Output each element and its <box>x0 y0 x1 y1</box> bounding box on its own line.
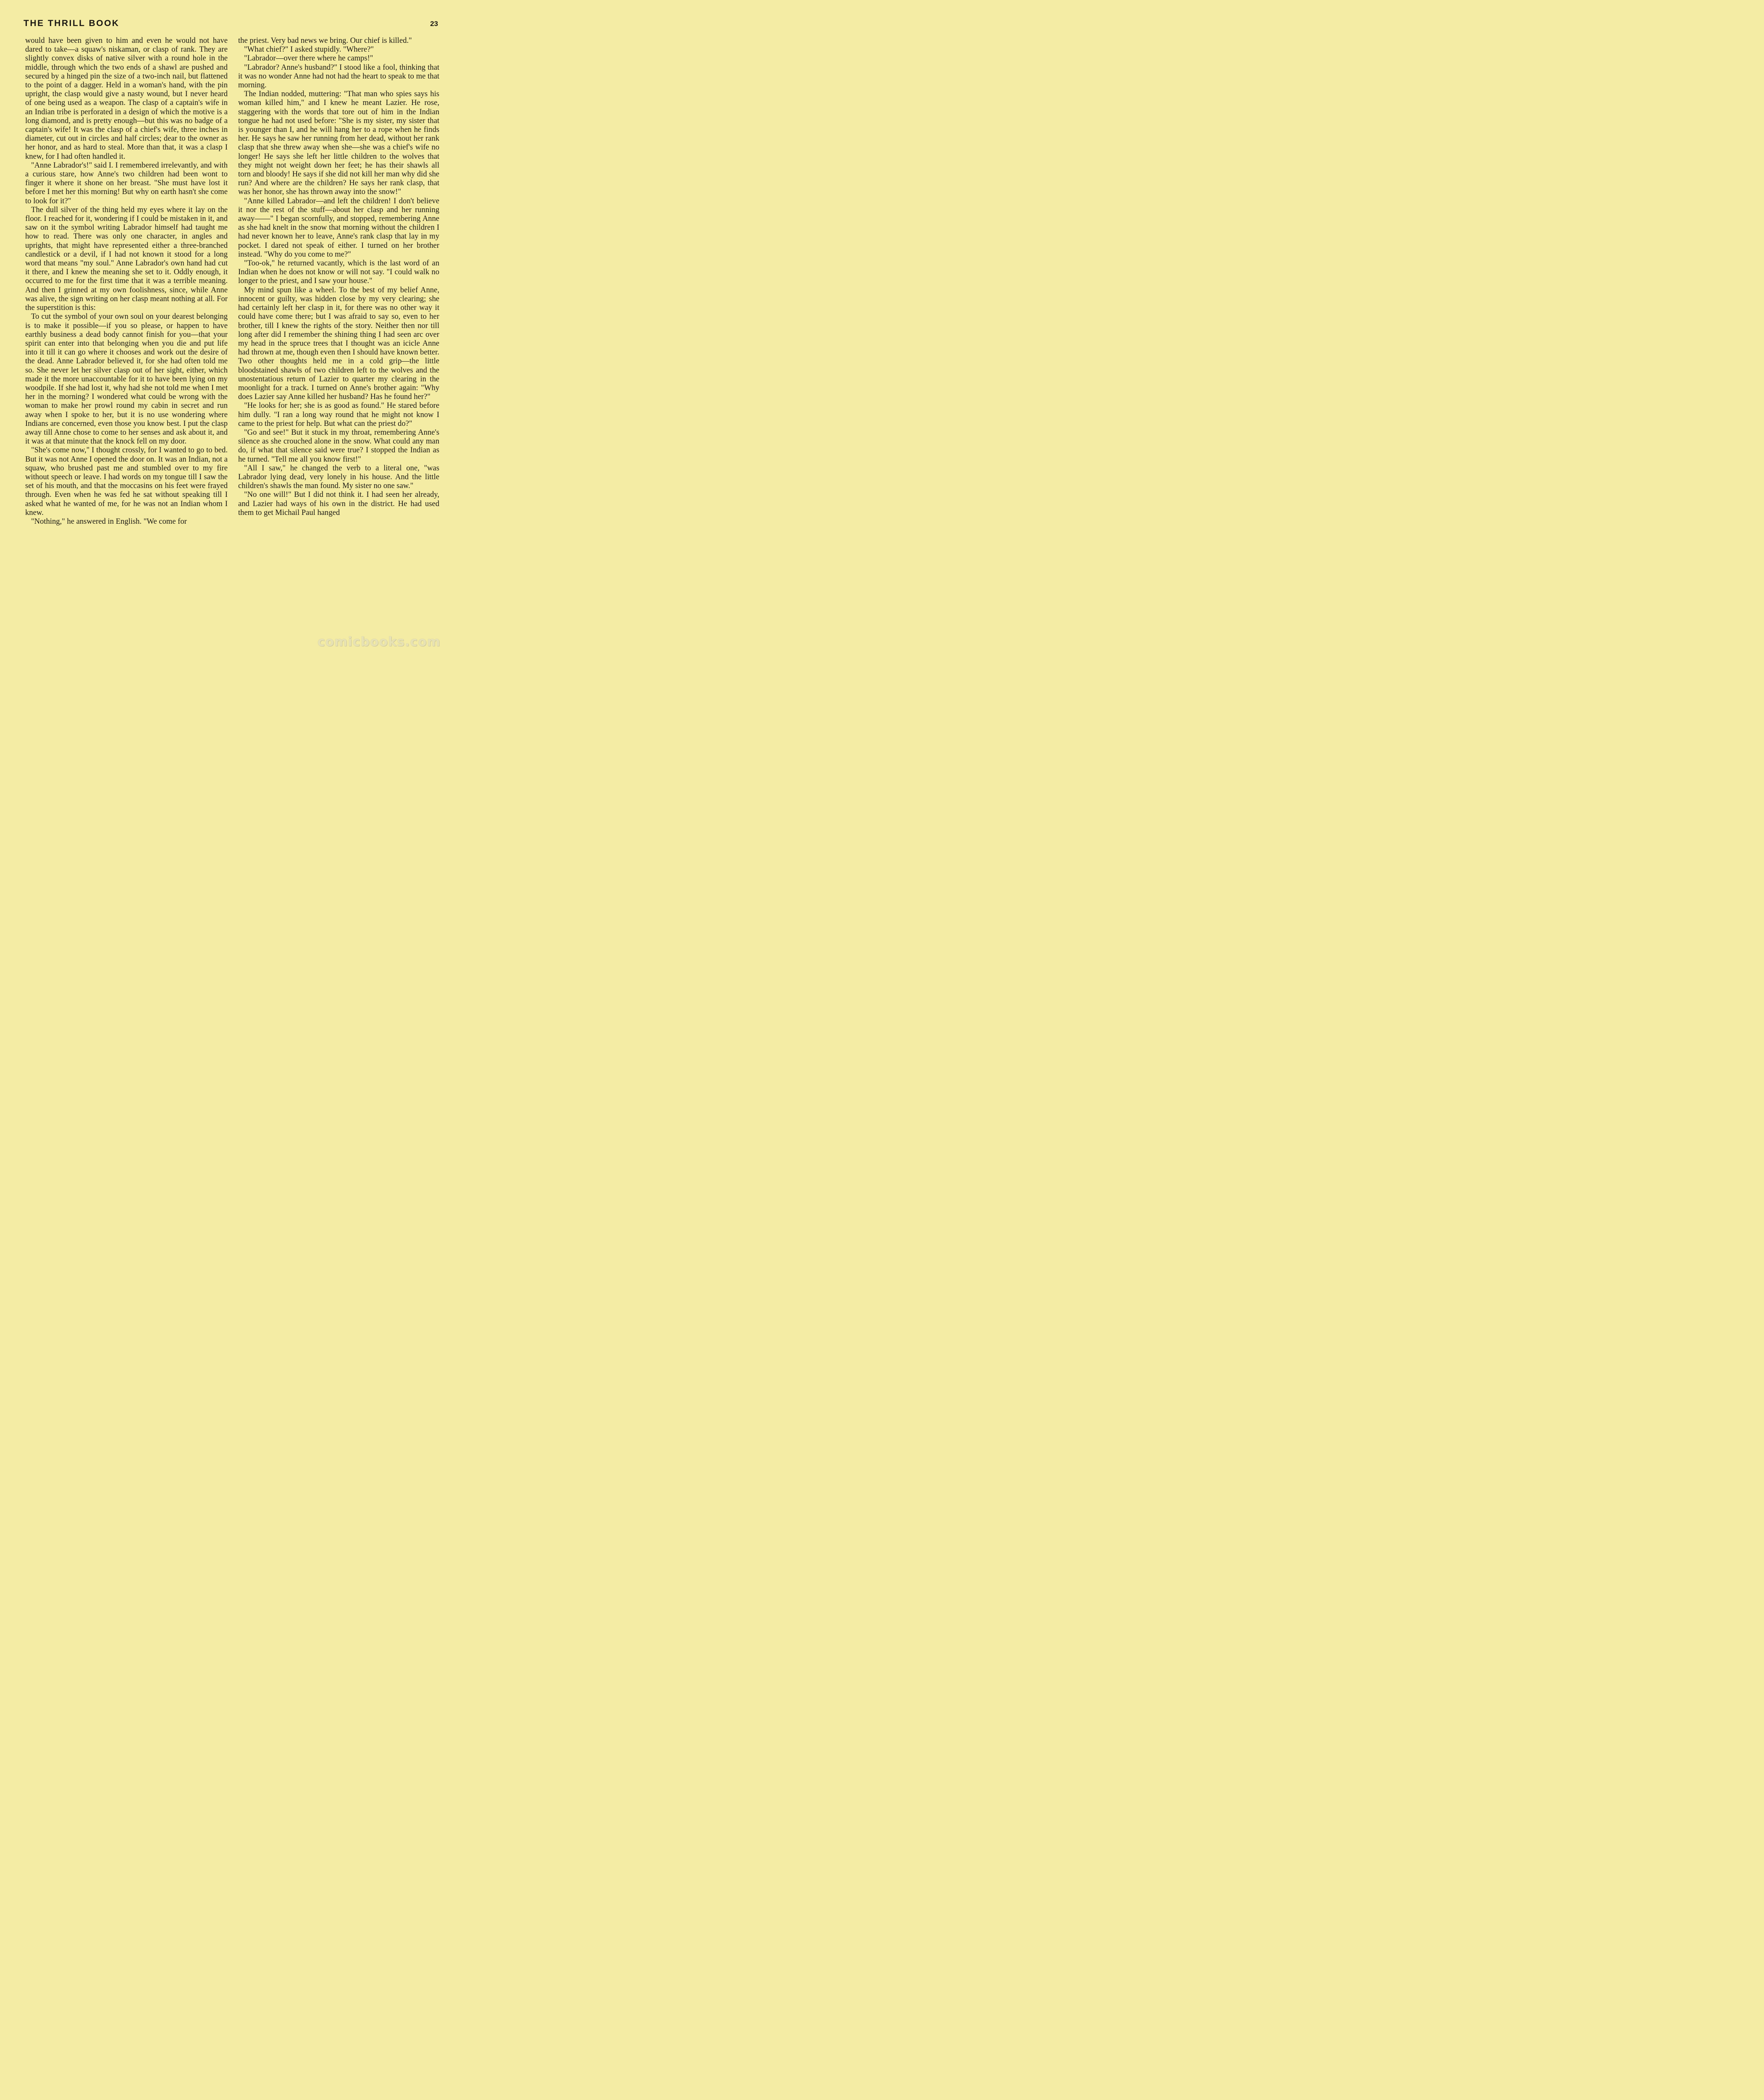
paragraph: To cut the symbol of your own soul on your dearest belonging is to make it possible—if you so please, or happen to have earthly business a dead body cannot finish for you—that your spirit can enter into that belonging when you die and put life into it till it can go where it chooses and work out the desire of the dead. Anne Labrador believed it, for she had often told me so. She never let her silver clasp out of her sight, either, which made it the more unaccountable for it to have been lying on my woodpile. If she had lost it, why had she not told me when I met her in the morning? I wondered what could be wrong with the woman to make her prowl round my cabin in secret and run away when I spoke to her, but it is no use wondering where Indians are concerned, even those you know best. I put the clasp away till Anne chose to come to her senses and ask about it, and it was at that minute that the knock fell on my door. <box>25 312 228 446</box>
magazine-page <box>0 0 462 659</box>
paragraph: The dull silver of the thing held my eyes where it lay on the floor. I reached for it, wondering if I could be mistaken in it, and saw on it the symbol writing Labrador himself had taught me how to read. There was only one character, in angles and uprights, that might have represented either a three-branched candlestick or a devil, if I had not known it stood for a long word that means "my soul." Anne Labrador's own hand had cut it there, and I knew the meaning she set to it. Oddly enough, it occurred to me for the first time that it was a terrible meaning. And then I grinned at my own foolishness, since, while Anne was alive, the sign writing on her clasp meant nothing at all. For the superstition is this: <box>25 205 228 312</box>
paragraph: "Nothing," he answered in English. "We come for <box>31 517 187 526</box>
paragraph: "He looks for her; she is as good as found." He stared before him dully. "I ran a long way round that he might not know I came to the priest for help. But what can the priest do?" <box>238 401 439 428</box>
paragraph: "All I saw," he changed the verb to a literal one, "was Labrador lying dead, very lonely in his house. And the little children's shawls the man found. My sister no one saw." <box>238 463 439 491</box>
right-column <box>238 36 439 637</box>
paragraph: the priest. Very bad news we bring. Our chief is killed." <box>238 36 412 45</box>
paragraph: would have been given to him and even he would not have dared to take—a squaw's niskaman, or clasp of rank. They are slightly convex disks of native silver with a round hole in the middle, through which the two ends of a shawl are pushed and secured by a hinged pin the size of a two-inch nail, but flattened to the point of a dagger. Held in a woman's hand, with the pin upright, the clasp would give a nasty wound, but I never heard of one being used as a weapon. The clasp of a captain's wife in an Indian tribe is perforated in a design of which the motive is a long diamond, and is pretty enough—but this was no badge of a captain's wife! It was the clasp of a chief's wife, three inches in diameter, cut out in circles and half circles; dear to the owner as her honor, and as hard to steal. More than that, it was a clasp I knew, for I had often handled it. <box>25 36 228 161</box>
paragraph: The Indian nodded, muttering: "That man who spies says his woman killed him," and I knew he meant Lazier. He rose, staggering with the words that tore out of him in the Indian tongue he had not used before: "She is my sister, my sister that is younger than I, and he will hang her to a rope when he finds her. He says he saw her running from her dead, without her rank clasp that she threw away when she—she was a chief's wife no longer! He says she left her little children to the wolves that they might not weight down her feet; he has their shawls all torn and bloody! He says if she did not kill her man why did she run? And where are the children? He says her rank clasp, that was her honor, she has thrown away into the snow!" <box>238 89 439 197</box>
paragraph: "Labrador? Anne's husband?" I stood like a fool, thinking that it was no wonder Anne had not had the heart to speak to me that morning. <box>238 63 439 90</box>
paragraph: "She's come now," I thought crossly, for I wanted to go to bed. But it was not Anne I opened the door on. It was an Indian, not a squaw, who brushed past me and stumbled over to my fire without speech or leave. I had words on my tongue till I saw the set of his mouth, and that the moccasins on his feet were frayed through. Even when he was fed he sat without speaking till I asked what he wanted of me, for he was not an Indian whom I knew. <box>25 446 228 517</box>
paragraph: "Anne killed Labrador—and left the children! I don't believe it nor the rest of the stuff—about her clasp and her running away——" I began scornfully, and stopped, remembering Anne as she had knelt in the snow that morning without the children I had never known her to leave, Anne's rank clasp that lay in my pocket. I dared not speak of either. I turned on her brother instead. "Why do you come to me?" <box>238 196 439 259</box>
paragraph: "What chief?" I asked stupidly. "Where?" <box>244 45 374 54</box>
paragraph: "Labrador—over there where he camps!" <box>244 54 373 63</box>
paragraph: "Go and see!" But it stuck in my throat, remembering Anne's silence as she crouched alone in the snow. What could any man do, if what that silence said were true? I stopped the Indian as he turned. "Tell me all you know first!" <box>238 428 439 464</box>
paragraph: "Anne Labrador's!" said I. I remembered irrelevantly, and with a curious stare, how Anne's two children had been wont to finger it where it shone on her breast. "She must have lost it before I met her this morning! But why on earth hasn't she come to look for it?" <box>25 160 228 205</box>
page-number: 23 <box>430 20 438 28</box>
left-column <box>25 36 228 637</box>
paragraph: "No one will!" But I did not think it. I had seen her already, and Lazier had ways of his own in the district. He had used them to get Michail Paul hanged <box>238 490 439 517</box>
paragraph: My mind spun like a wheel. To the best of my belief Anne, innocent or guilty, was hidden close by my very clearing; she had certainly left her clasp in it, for there was no other way it could have come there; but I was afraid to say so, even to her brother, till I knew the rights of the story. Neither then nor till long after did I remember the shining thing I had seen arc over my head in the spruce trees that I thought was an icicle Anne had thrown at me, though even then I should have known better. Two other thoughts held me in a cold grip—the little bloodstained shawls of two children left to the wolves and the unostentatious return of Lazier to quarter my clearing in the moonlight for a track. I turned on Anne's brother again: "Why does Lazier say Anne killed her husband? Has he found her?" <box>238 285 439 402</box>
page-header <box>24 18 438 32</box>
paragraph: "Too-ok," he returned vacantly, which is the last word of an Indian when he does not know or will not say. "I could walk no longer to the priest, and I saw your house." <box>238 259 439 286</box>
running-title: THE THRILL BOOK <box>24 18 120 28</box>
watermark: comicbooks.com <box>317 635 441 649</box>
